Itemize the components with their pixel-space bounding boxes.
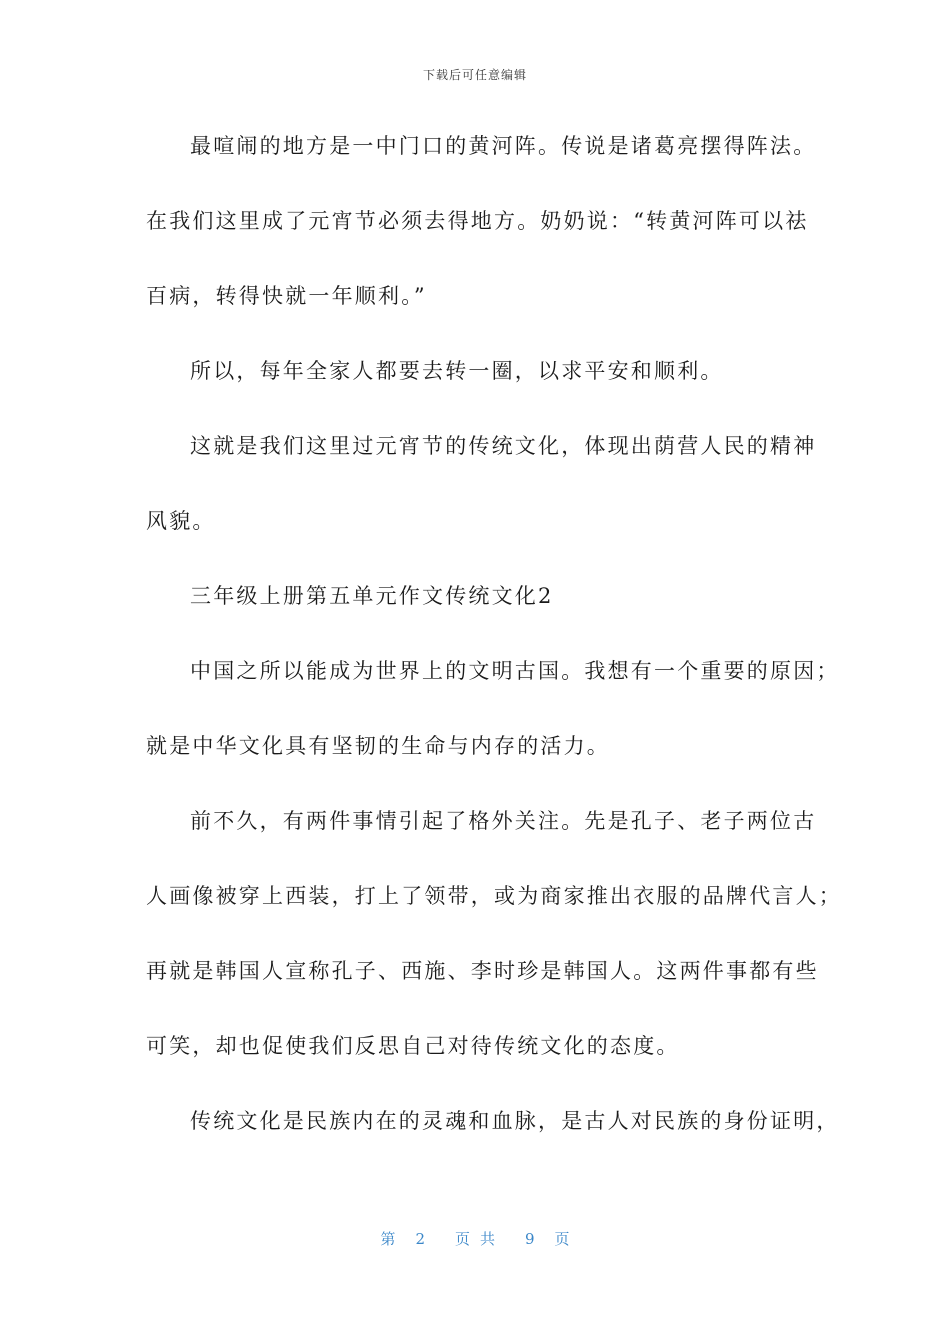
paragraph-line: 传统文化是民族内在的灵魂和血脉，是古人对民族的身份证明， bbox=[190, 1109, 840, 1133]
paragraph-line: 最喧闹的地方是一中门口的黄河阵。传说是诸葛亮摆得阵法。 bbox=[190, 134, 817, 158]
total-pages-number: 9 bbox=[525, 1230, 535, 1248]
paragraph-line: 这就是我们这里过元宵节的传统文化，体现出荫营人民的精神 bbox=[190, 434, 817, 458]
paragraph-line: 百病，转得快就一年顺利。” bbox=[146, 284, 427, 308]
paragraph-line: 就是中华文化具有坚韧的生命与内存的活力。 bbox=[146, 734, 610, 758]
footer-suffix: 页 bbox=[554, 1230, 570, 1248]
page-footer bbox=[0, 1228, 950, 1249]
section-heading: 三年级上册第五单元作文传统文化2 bbox=[190, 584, 554, 608]
paragraph-line: 人画像被穿上西装，打上了领带，或为商家推出衣服的品牌代言人； bbox=[146, 884, 842, 908]
footer-middle: 页共 bbox=[454, 1230, 505, 1248]
header-note: 下载后可任意编辑 bbox=[422, 68, 527, 82]
paragraph-line: 在我们这里成了元宵节必须去得地方。奶奶说：“转黄河阵可以祛 bbox=[146, 209, 809, 233]
paragraph-line: 风貌。 bbox=[146, 509, 216, 533]
paragraph-line: 再就是韩国人宣称孔子、西施、李时珍是韩国人。这两件事都有些 bbox=[146, 959, 819, 983]
paragraph-line: 可笑，却也促使我们反思自己对待传统文化的态度。 bbox=[146, 1034, 680, 1058]
paragraph-line: 前不久，有两件事情引起了格外关注。先是孔子、老子两位古 bbox=[190, 809, 817, 833]
paragraph-line: 所以，每年全家人都要去转一圈，以求平安和顺利。 bbox=[190, 359, 724, 383]
current-page-number: 2 bbox=[415, 1230, 425, 1248]
paragraph-line: 中国之所以能成为世界上的文明古国。我想有一个重要的原因； bbox=[190, 659, 840, 683]
footer-prefix: 第 bbox=[380, 1230, 396, 1248]
